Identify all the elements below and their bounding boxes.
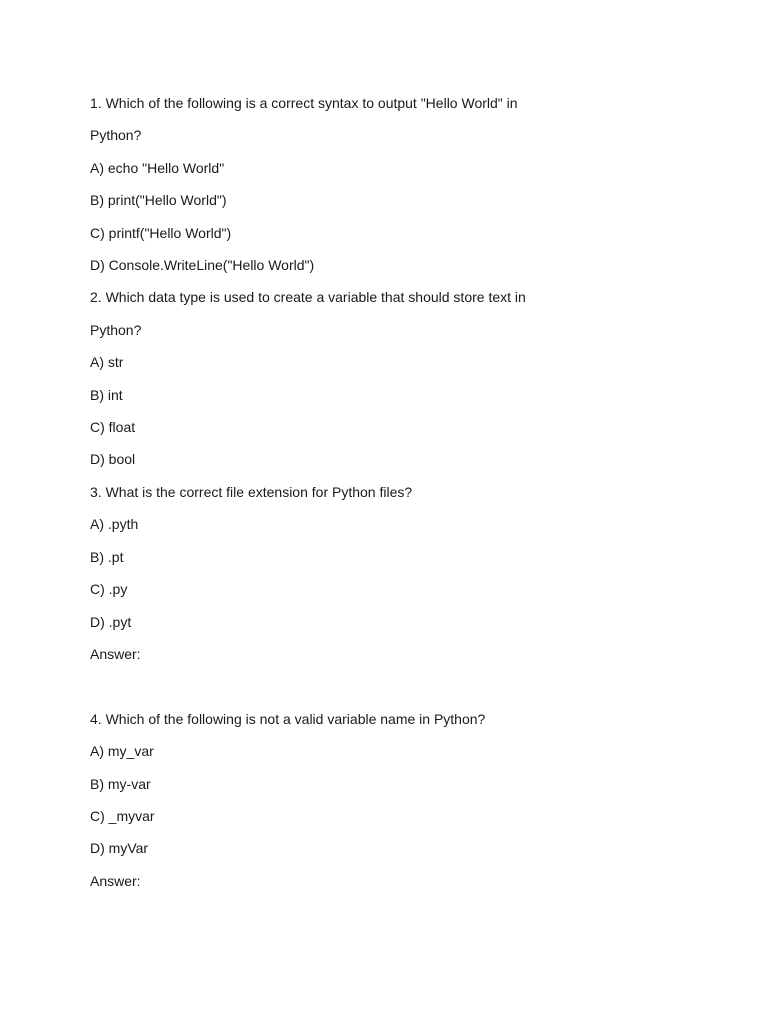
question-3-option-b: B) .pt — [90, 548, 124, 565]
question-1-option-b: B) print("Hello World") — [90, 192, 227, 209]
question-1-option-c: C) printf("Hello World") — [90, 224, 232, 241]
question-1-text: 1. Which of the following is a correct syntax to output "Hello World" in — [90, 95, 518, 111]
question-1-text-continued: Python? — [90, 127, 142, 144]
question-3-text: 3. What is the correct file extension for Python files? — [90, 483, 413, 500]
question-3-option-d: D) .pyt — [90, 613, 132, 630]
question-2-option-d: D) bool — [90, 451, 136, 468]
question-2-option-c: C) float — [90, 419, 136, 436]
question-4-text: 4. Which of the following is not a valid variable name in Python? — [90, 710, 486, 727]
question-2-option-b: B) int — [90, 386, 123, 403]
question-3-answer-label: Answer: — [90, 645, 141, 662]
document-page — [90, 87, 690, 897]
question-4-answer-label: Answer: — [90, 872, 141, 889]
question-2-text-continued: Python? — [90, 321, 142, 338]
question-1-option-a: A) echo "Hello World" — [90, 159, 225, 176]
question-2-option-a: A) str — [90, 354, 124, 371]
question-2-text: 2. Which data type is used to create a variable that should store text in — [90, 289, 526, 306]
question-4-option-a: A) my_var — [90, 743, 154, 760]
question-3-option-a: A) .pyth — [90, 516, 139, 533]
question-4-option-d: D) myVar — [90, 840, 149, 857]
question-4-option-c: C) _myvar — [90, 807, 155, 824]
question-4-option-b: B) my-var — [90, 775, 151, 792]
question-1-option-d: D) Console.WriteLine("Hello World") — [90, 257, 315, 274]
blank-line — [90, 670, 690, 702]
question-3-option-c: C) .py — [90, 581, 128, 598]
